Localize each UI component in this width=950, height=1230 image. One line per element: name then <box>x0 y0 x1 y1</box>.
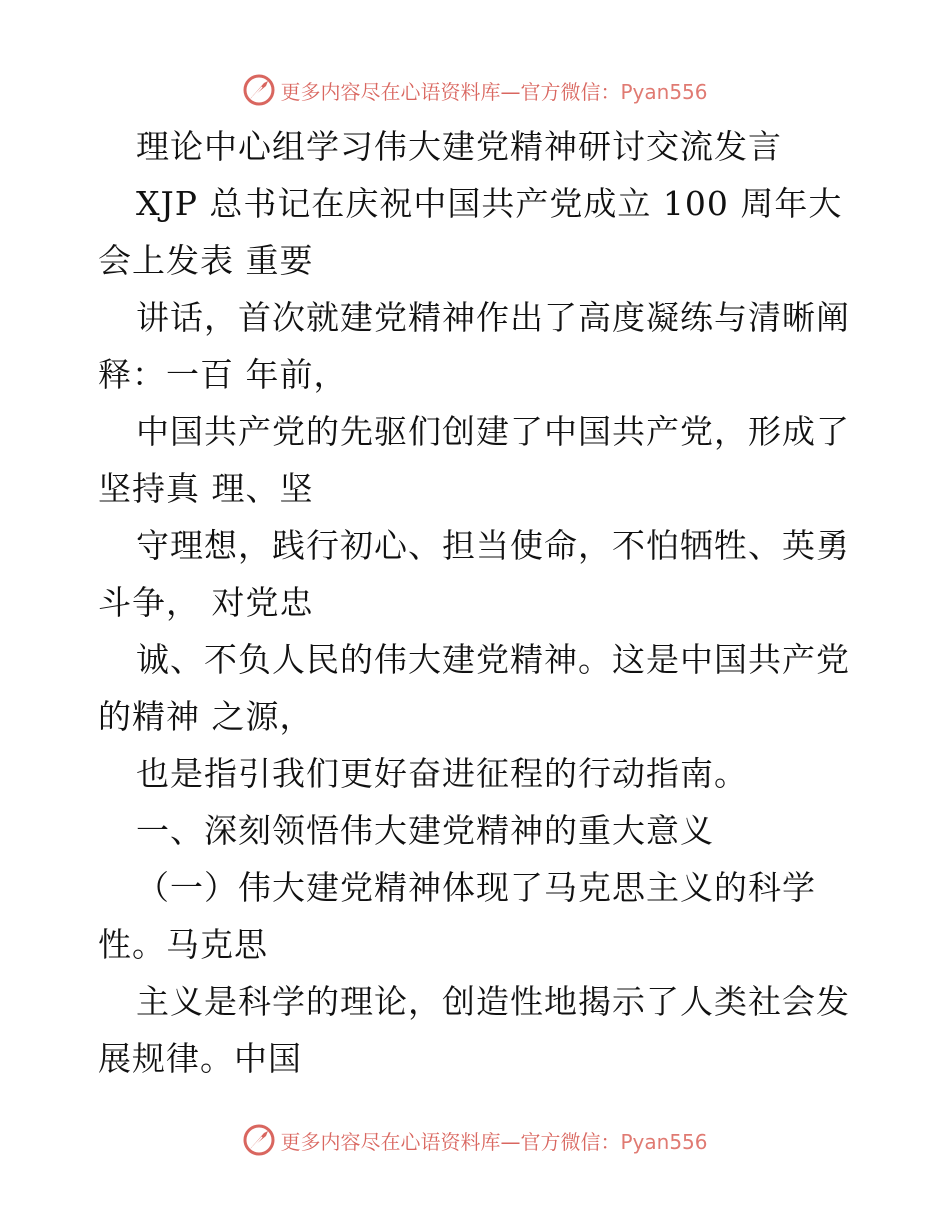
header-watermark <box>0 70 950 110</box>
watermark-text <box>280 76 707 105</box>
watermark-wechat-id: Pyan556 <box>620 79 708 104</box>
subsection-heading: （一）伟大建党精神体现了马克思主义的科学 <box>136 868 816 907</box>
quill-logo-icon <box>242 1123 276 1157</box>
document-title: 理论中心组学习伟大建党精神研讨交流发言 <box>136 127 782 166</box>
watermark-text <box>280 1126 707 1155</box>
paragraph-line: 释：一百 年前， <box>98 355 348 394</box>
footer-watermark <box>0 1120 950 1160</box>
watermark-slogan: 更多内容尽在心语资料库—官方微信： <box>280 1129 621 1154</box>
paragraph-line: 主义是科学的理论，创造性地揭示了人类社会发 <box>136 982 850 1021</box>
paragraph-line: 展规律。中国 <box>98 1039 302 1078</box>
watermark-wechat-id: Pyan556 <box>620 1129 708 1154</box>
paragraph-line: 讲话，首次就建党精神作出了高度凝练与清晰阐 <box>136 298 850 337</box>
paragraph-line: 性。马克思 <box>98 925 268 964</box>
paragraph-line: 也是指引我们更好奋进征程的行动指南。 <box>136 754 748 793</box>
section-heading: 一、深刻领悟伟大建党精神的重大意义 <box>136 811 714 850</box>
paragraph-line: 中国共产党的先驱们创建了中国共产党，形成了 <box>136 412 850 451</box>
paragraph-line: 斗争， 对党忠 <box>98 583 314 622</box>
watermark-slogan: 更多内容尽在心语资料库—官方微信： <box>280 79 621 104</box>
document-body <box>98 118 858 1087</box>
paragraph-line: XJP 总书记在庆祝中国共产党成立 100 周年大 <box>136 184 843 223</box>
paragraph-line: 守理想，践行初心、担当使命，不怕牺牲、英勇 <box>136 526 850 565</box>
paragraph-line: 坚持真 理、坚 <box>98 469 314 508</box>
paragraph-line: 的精神 之源， <box>98 697 314 736</box>
paragraph-line: 诚、不负人民的伟大建党精神。这是中国共产党 <box>136 640 850 679</box>
paragraph-line: 会上发表 重要 <box>98 241 314 280</box>
quill-logo-icon <box>242 73 276 107</box>
